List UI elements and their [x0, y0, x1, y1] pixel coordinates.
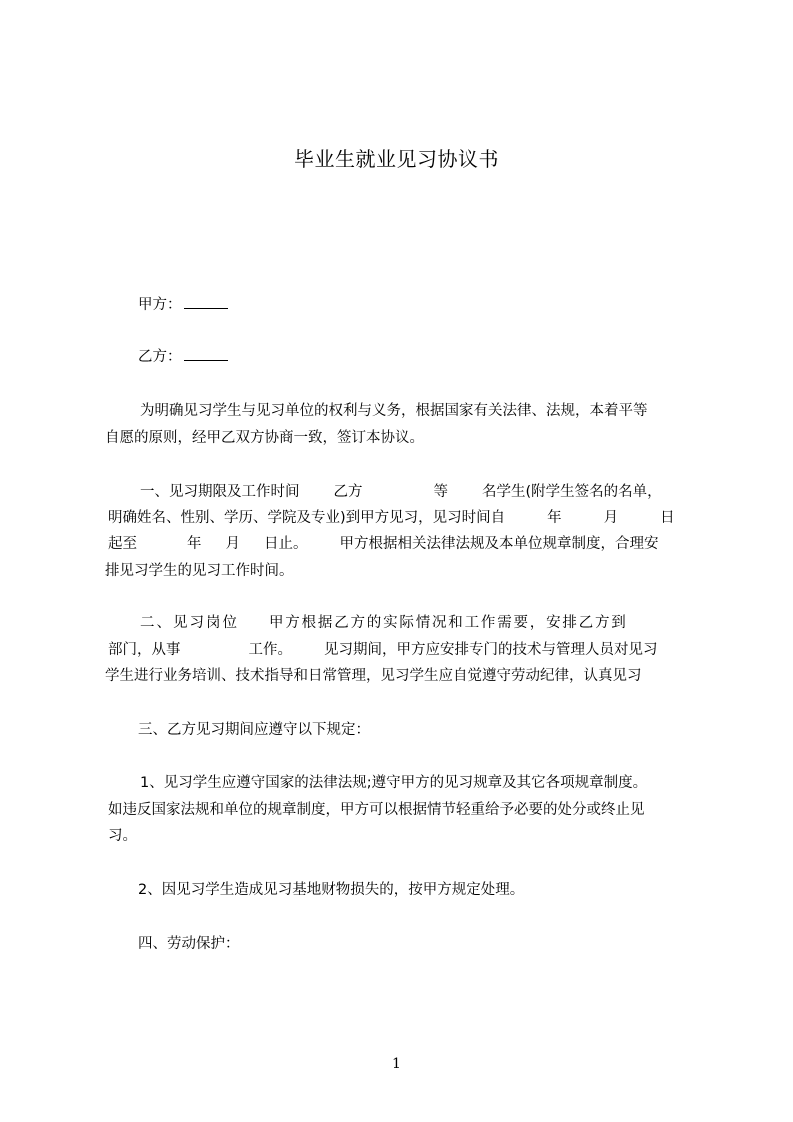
section3-item1-line-2: 如违反国家法规和单位的规章制度，甲方可以根据情节轻重给予必要的处分或终止见 — [108, 802, 645, 818]
section1-year-1: 年 — [547, 510, 562, 526]
party-b-blank — [184, 346, 228, 361]
section2-line-2 — [108, 638, 658, 659]
section1-line-3 — [108, 532, 659, 553]
section1-deng: 等 — [433, 484, 448, 500]
section1-month-2: 月 — [225, 536, 240, 552]
party-a-line — [138, 293, 228, 314]
section1-line-2 — [108, 506, 675, 527]
section1-students: 名学生(附学生签名的名单， — [482, 484, 662, 500]
section3-item1-line-1: 1、见习学生应遵守国家的法律法规;遵守甲方的见习规章及其它各项规章制度。 — [140, 775, 648, 791]
section1-month-1: 月 — [603, 510, 619, 526]
document-title: 毕业生就业见习协议书 — [294, 147, 499, 171]
section2-heading: 二、见习岗位 — [140, 615, 239, 631]
party-b-line — [138, 345, 228, 366]
section1-day-1: 日 — [660, 510, 675, 526]
section1-line3-text: 甲方根据相关法律法规及本单位规章制度，合理安 — [339, 536, 659, 552]
page-number: 1 — [392, 1056, 401, 1072]
section4-heading: 四、劳动保护： — [138, 936, 240, 952]
section3-item1-line-3: 习。 — [108, 828, 137, 844]
section1-line-4: 排见习学生的见习工作时间。 — [105, 563, 294, 579]
section2-dept: 部门，从事 — [108, 642, 181, 658]
section1-year-2: 年 — [187, 536, 202, 552]
section2-line1-text: 甲方根据乙方的实际情况和工作需要，安排乙方到 — [269, 615, 628, 631]
section3-heading: 三、乙方见习期间应遵守以下规定： — [138, 722, 370, 738]
section1-rizhi: 日止。 — [264, 536, 308, 552]
section1-party: 乙方 — [333, 484, 363, 500]
preamble-line-2: 自愿的原则，经甲乙双方协商一致，签订本协议。 — [105, 430, 424, 446]
section3-item2: 2、因见习学生造成见习基地财物损失的，按甲方规定处理。 — [138, 882, 525, 898]
party-b-label: 乙方： — [138, 349, 182, 365]
section1-line-1 — [140, 480, 662, 501]
party-a-blank — [184, 294, 228, 309]
section1-line2-text: 明确姓名、性别、学历、学院及专业)到甲方见习，见习时间自 — [108, 510, 506, 526]
section2-line-1 — [140, 611, 628, 632]
section2-line-3: 学生进行业务培训、技术指导和日常管理，见习学生应自觉遵守劳动纪律，认真见习 — [105, 668, 642, 684]
section1-qizhi: 起至 — [108, 536, 137, 552]
section2-line2-text: 见习期间，甲方应安排专门的技术与管理人员对见习 — [324, 642, 658, 658]
section1-heading: 一、见习期限及工作时间 — [140, 484, 300, 500]
section2-work: 工作。 — [248, 642, 292, 658]
party-a-label: 甲方： — [138, 297, 182, 313]
preamble-line-1: 为明确见习学生与见习单位的权利与义务，根据国家有关法律、法规，本着平等 — [140, 403, 648, 419]
